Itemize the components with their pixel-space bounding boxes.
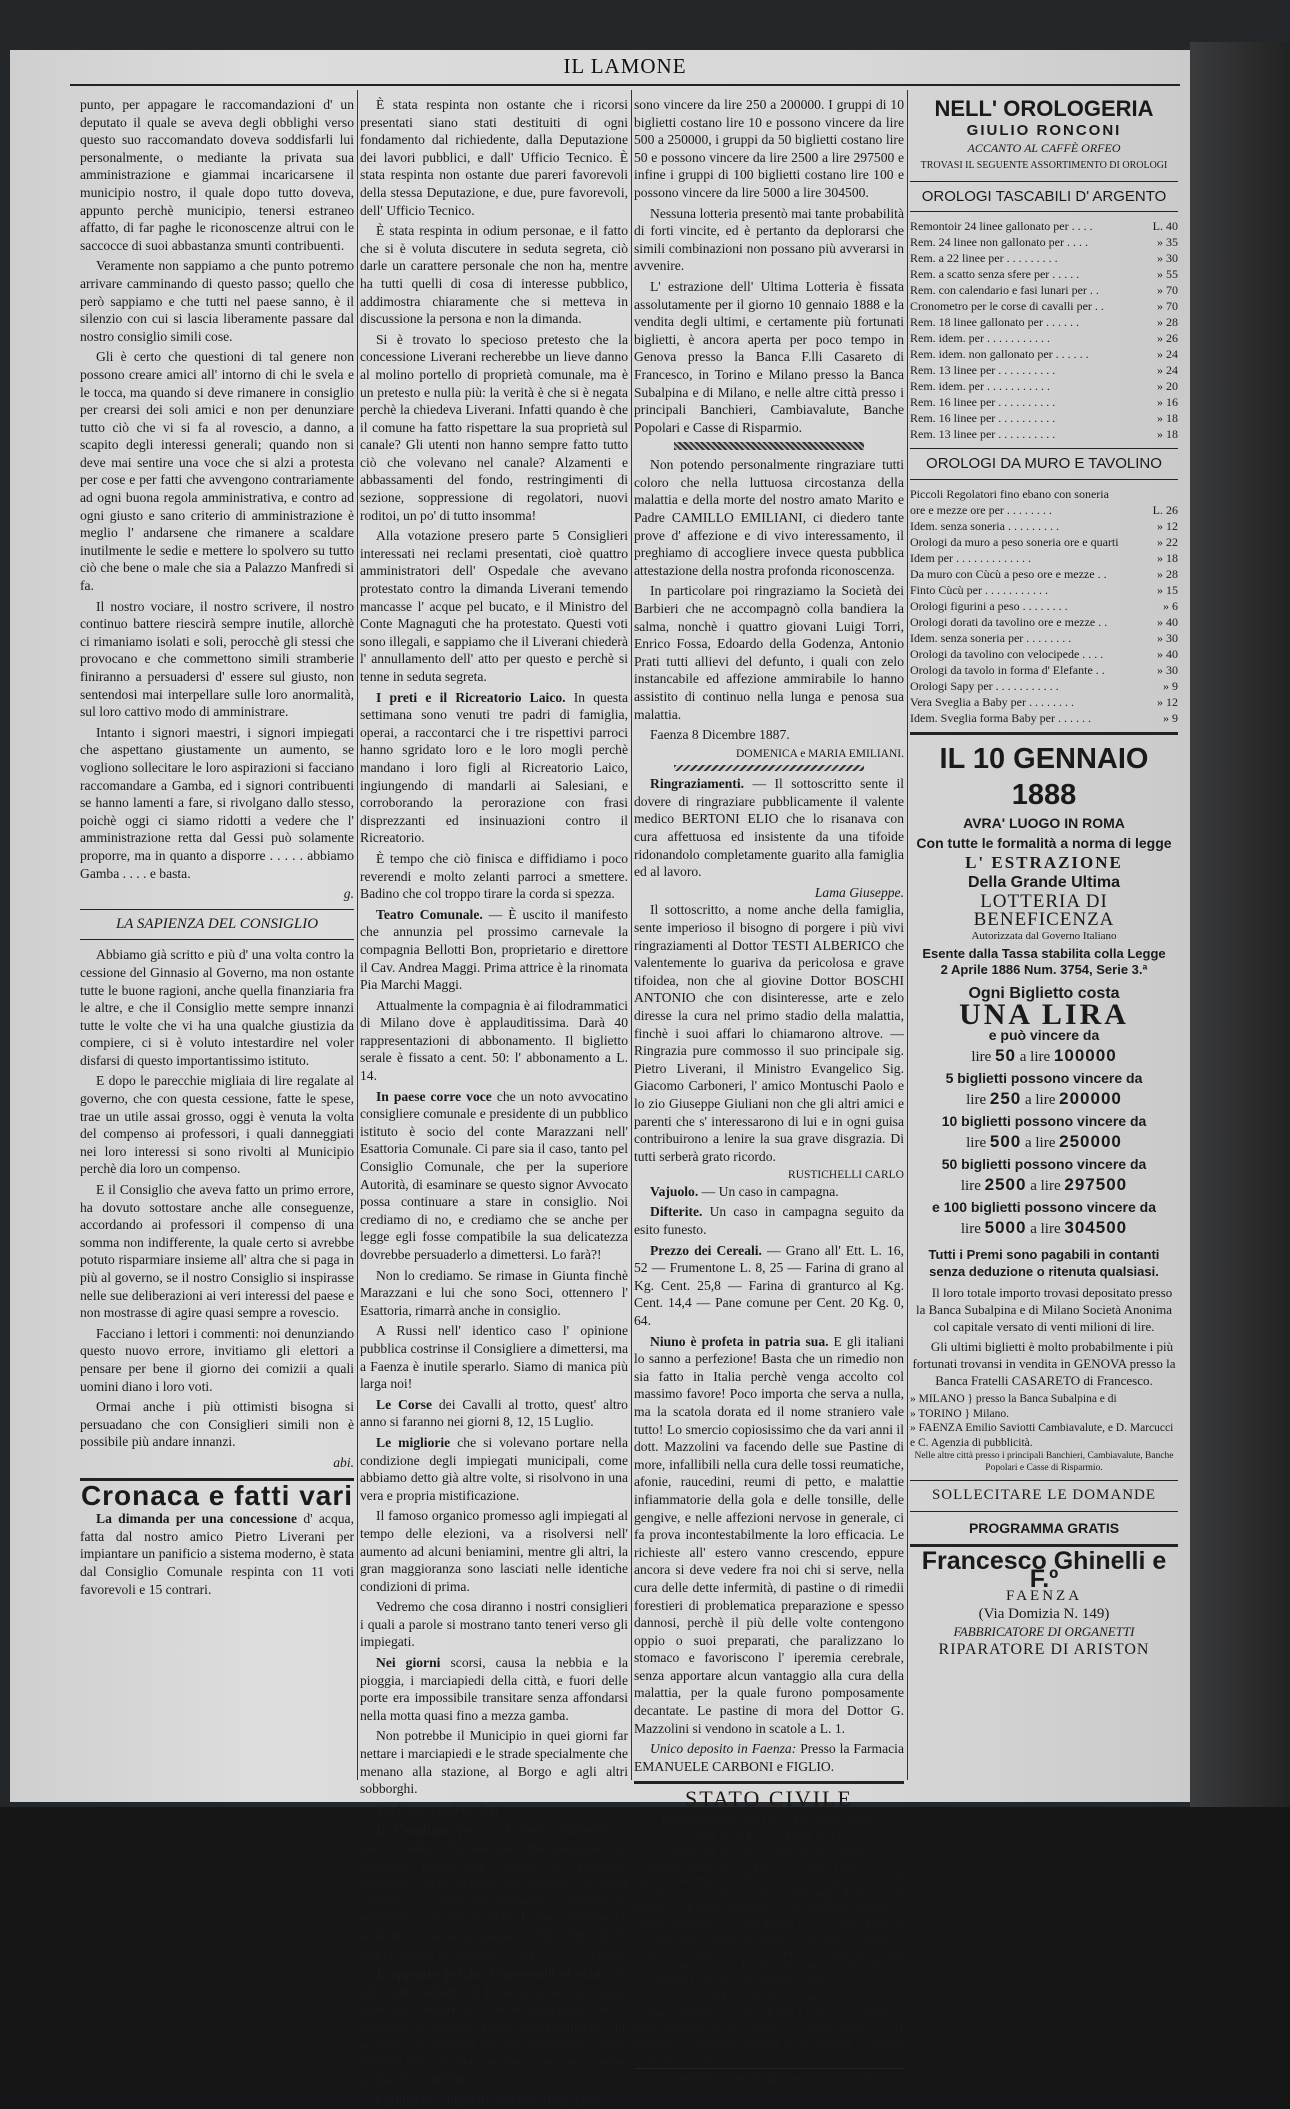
paragraph-text: che un noto avvocatino consigliere comunale e presidente di un pubblico istituto è socio del conte Marazzani nell' Esattoria Comunale. Ci pare sia il caso, tanto pel Consiglio Comunale, che per la superiore Autorità, di esaminare se questo signor Avvocato possa continuare a stare in consiglio. Noi crediamo di no, e crediamo che se anche per legge egli fosse compatibile la sua delicatezza dovrebbe persuaderlo a dimettersi. Lo farà?! [360,1088,629,1262]
run-in-head: I preti e il Ricreatorio Laico. [376,689,566,705]
prize-word: a lire [1030,1178,1061,1195]
prize-word: lire [960,1178,981,1195]
price-row [910,218,1178,234]
run-in-head: Niuno è profeta in patria sua. [650,1333,829,1349]
ad-line: AVRA' LUOGO IN ROMA [963,814,1125,831]
price-desc: Da muro con Cùcù a peso ore e mezze . . [910,566,1107,581]
price-desc: Rem. idem. per . . . . . . . . . . . [910,331,1050,346]
ad-line: Della Grande Ultima [967,873,1121,891]
price-desc: Rem. idem. per . . . . . . . . . . . [910,379,1050,394]
price-value: » 70 [1157,299,1178,314]
price-row [910,678,1178,694]
rule [910,1511,1178,1512]
ad-text: » TORINO } Milano. [910,1407,1010,1420]
price-desc: Rem. idem. non gallonato per . . . . . . [910,347,1089,362]
price-value: » 9 [1163,710,1178,725]
price-row [910,314,1178,330]
price-value: » 40 [1157,614,1178,629]
price-row [910,662,1178,678]
paragraph: Abbiamo già scritto e più d' una volta contro la cessione del Ginnasio al Governo, ma non ostante tutte le buone ragioni, anche quella finanziaria fra le altre, e che il Consiglio mette sempre innanzi tutte le volte che vi ha una qualche giustizia da compiere, ci si è voluto intestardire nel voler disfarsi di questo importantissimo istituto. [80,947,354,1068]
signature: g. [343,886,354,902]
price-desc: Idem. senza soneria per . . . . . . . . [910,630,1072,645]
prize-word: a lire [1024,1135,1056,1152]
column-2 [360,96,629,2108]
paragraph-text: — Grano all' Ett. L. 16, 52 — Frumentone L. 8, 25 — Farina di grano al Kg. Cent. 25,8 — Farina di granturco al Kg. Cent. 14,4 — Pane comune per Cent. 20 Kg. 0, 64. [634,1242,904,1328]
paragraph-text: scorsi, causa la nebbia e la pioggia, i marciapiedi della città, e fuori delle porte era impossibile transitare senza affondarsi nella motta quasi fino a mezza gamba. [360,1655,628,1723]
ad-line: 50 biglietti possono vincere da [941,1156,1147,1173]
ad-price: UNA LIRA [959,997,1129,1031]
run-in-head: Ringraziamenti. [650,776,745,792]
rule [634,1781,904,1784]
price-desc: Rem. 16 linee per . . . . . . . . . . [910,411,1056,426]
price-value: » 35 [1157,235,1178,250]
price-desc: Orologi da tavolino con velocipede . . . . [910,646,1104,661]
paragraph: Non potendo personalmente ringraziare tutti coloro che nella luttuosa circostanza della malattia e della morte del nostro amato Marito e Padre CAMILLO EMILIANI, ci diedero tante prove d' affezione e di vivo interessamento, il preghiamo di accogliere invece questa pubblica attestazione della nostra profonda riconoscenza. [634,457,904,578]
price-value: » 12 [1157,518,1178,533]
price-desc: Rem. 16 linee per . . . . . . . . . . [910,395,1056,410]
prize-line [910,1045,1178,1068]
price-desc: Remontoir 24 linee gallonato per . . . . [910,219,1093,234]
paragraph: Il nostro vociare, il nostro scrivere, il nostro continuo battere riescirà sempre inutile, allorchè ci rimaniamo isolati e soli, perocchè gli stessi che provocano e che commettono simili stramberie finiranno a persuadersi d' essere sul giusto, non sentendosi mai interpellare sulle loro anormalità, sul loro cattivo modo di amministrare. [80,598,354,720]
ad-line: Esente dalla Tassa stabilita colla Legge [922,945,1166,961]
paragraph-text: Presso la Farmacia EMANUELE CARBONI e FIGLIO. [634,1741,904,1774]
column-divider [631,90,632,1780]
price-desc: Orologi da tavolo in forma d' Elefante . . [910,662,1105,677]
editor-name: GIUSEPPE MASONI [657,2071,764,2086]
paragraph: E il Consiglio che aveva fatto un primo errore, ha dovuto sottostare anche alle conseguenze, accordando ai professori il compenso di una somma non indifferente, la quale certo si avrebbe potuto risparmiare insieme all' altra che si paga in più al governo, se il nostro Consiglio si inspirasse nelle sue deliberazioni ai veri interessi del paese e non mostrasse di agire quasi sempre a rovescio. [80,1182,354,1321]
price-desc: Rem. a scatto senza sfere per . . . . . [910,267,1080,282]
page-edge [1190,42,1290,1807]
ad-line: L' ESTRAZIONE [965,852,1123,872]
ad-line: Ogni Biglietto costa [968,984,1120,1002]
ad-line: LOTTERIA DI BENEFICENZA [973,890,1115,930]
price-value: » 26 [1157,331,1178,346]
run-in-head: Difterite. [650,1204,703,1220]
ad-line: Tutti i Premi sono pagabili in contanti senza deduzione o ritenuta qualsiasi. [928,1247,1160,1280]
ad-line: FAENZA [1005,1588,1083,1605]
prize-line [910,1131,1178,1154]
price-row [910,282,1178,298]
signature: RUSTICHELLI CARLO [788,1169,904,1182]
price-row [910,426,1178,442]
prize-line [910,1088,1178,1111]
paragraph-text: In questa settimana sono venuti tre padri di famiglia, operai, a raccontarci che i tre rispettivi parroci hanno sgridato loro e le loro mogli perchè mandano i loro figli al Ricreatorio Laico, ingiungendo di mandarli ai Salesiani, e corroborando la perorazione con frasi disprezzanti ed insinuazioni contro il Ricreatorio. [360,689,628,846]
price-value: » 18 [1157,550,1178,565]
paragraph-text: dei Cavalli al trotto, quest' altro anno si faranno nei giorni 8, 12, 15 Luglio. [360,1396,628,1430]
price-row [910,378,1178,394]
price-desc: Orologi Sapy per . . . . . . . . . . . [910,678,1059,693]
paragraph: Nessuna lotteria presentò mai tante probabilità di forti vincite, ed è pertanto da deplorarsi che simili combinazioni non possano più avverarsi in avvenire. [634,205,904,274]
marriages-list: Bassi Francesco a. 27 e Renzi Lucia a. 23 coloni. — Zoli Giovanni a. 23 caffett. e Campi Teresa a. 21 tessitrice. — Facchini Pasquale a. 35 muratore e Liverani Virginia a. 25 sartrice. [634,2007,904,2064]
paragraph: Attualmente la compagnia è ai filodrammatici di Milano dove è applauditissima. Darà 40 rappresentazioni di abbonamento. Il biglietto serale è fissato a cent. 50: l' abbonamento a L. 14. [360,997,628,1084]
paragraph: È stata respinta in odium personae, e il fatto che si è voluta discutere in seduta segreta, ciò darle un carattere personale che non ha, mentre ha tutti quelli di cosa di interesse pubblico, addimostra chiaramente che si metteva in discussione la persona e non la dimanda. [360,223,628,327]
price-value: » 55 [1157,267,1178,282]
prize-max: 200000 [1059,1089,1122,1109]
ad-line: FABBRICATORE DI ORGANETTI [953,1624,1135,1640]
run-in-head: La dimanda per una concessione [96,1511,298,1527]
price-row [910,486,1178,502]
deposit-label: Unico deposito in Faenza: [650,1741,797,1757]
rule [910,732,1178,735]
price-desc: Rem. 18 linee gallonato per . . . . . . [910,315,1079,330]
prize-line [910,1174,1178,1197]
rule [910,1480,1178,1481]
paragraph: Non potrebbe il Municipio in quei giorni far nettare i marciapiedi e le strade specialmente che menano alla stazione, al Borgo e agli altri sobborghi. [360,1728,628,1797]
prize-min: 5000 [984,1218,1027,1238]
prize-max: 250000 [1059,1132,1122,1152]
run-in-head: Le migliorie [376,1434,451,1450]
price-desc: Idem. senza soneria . . . . . . . . . [910,518,1059,533]
column-4-ads [910,96,1178,1785]
price-row [910,298,1178,314]
paragraph-text: che si volevano portare nella condizione degli impiegati municipali, come abbiamo detto già altre volte, si risolvono in una vera e propria mistificazione. [360,1434,628,1503]
prize-min: 250 [989,1089,1022,1109]
paragraph: Vogliamo credere di sì. [376,1801,502,1817]
paragraph: L' estrazione dell' Ultima Lotteria è fissata assolutamente per il giorno 10 gennaio 1888 e la vendita degli ultimi, e certamente più fortunati biglietti, è ancora aperta per poco tempo in Genova presso la Banca F.lli Casareto di Francesco, in Torino e Milano presso la Banca Subalpina e di Milano, e nelle altre città presso i principali Banchieri, Cambiavalute, Banche Popolari e Casse di Risparmio. [634,278,904,435]
price-row [910,550,1178,566]
prize-word: a lire [1024,1092,1056,1109]
prize-max: 304500 [1064,1218,1128,1238]
advertisement-orologeria [910,96,1178,726]
price-desc: Vera Sveglia a Baby per . . . . . . . . [910,694,1074,709]
prize-min: 500 [989,1132,1022,1152]
deaths-list: Babini Paolo a. 3 figlio — Cavina Paola a. 3 — Sagrini Giuseppe a. 69 calzolaio coniug. — Novelli Caterina a. 70 casalinga nub. — Bellenghi Angelo a. 77 sessale — Ugolini Domenico a. 57 facchino coniug. — Taroni Anna ore 1 — Zoli Emma g. 2 — Vichi Maria a. 80 casal ved. Silvestrini Maria a. 54 tessit. coniug. — Calderoni Giuditta m. 6 — Ancarani Rosa a. 78 già monaca pens. nub. — Leonardi Rosanna a. 69 casal ved. — Emiliani Camillo a. 48 barbiere coniug. [634,1859,904,1988]
ornament-rule [674,442,864,450]
paragraph: Si è trovato lo specioso pretesto che la concessione Liverani recherebbe un lieve danno al molino portello di proprietà comunale, ma è un pretesto e nulla più: la verità è che si è negata perchè la chiedeva Liverani. Infatti quando è che il comune ha fatto rispettare la sua proprietà sul canale? Gli utenti non hanno sempre fatto tutto ciò che volevano nel canale? Alzamenti e abbassamenti del fondo, restringimenti di sezione, soppressione di regolatori, nuovi roditoi, un po' di tutto insomma! [360,331,628,523]
price-row [910,502,1178,518]
rule [910,181,1178,182]
price-value: » 30 [1157,630,1178,645]
paragraph-text: che gli ultimi biglietti di Lotteria messi in vendita riportano sempre le vincite principali, che il pubblico si affolla, anche maggiormente, all' acquisto dei biglietti ancora disponibili, i quali costano una sola lira ciascuno e possono vincere da lire 50 a 100000. [360,1966,628,2087]
column-1 [80,96,354,1785]
price-value: » 16 [1157,395,1178,410]
price-desc: Orologi figurini a peso . . . . . . . . [910,598,1068,613]
ad-line: PROGRAMMA GRATIS [968,1519,1120,1536]
price-desc: Rem. con calendario e fasi lunari per . . [910,283,1099,298]
run-in-head: Teatro Comunale. [376,906,483,922]
ad-heading: NELL' OROLOGERIA [934,96,1154,121]
price-value: » 20 [1157,379,1178,394]
ad-line: Autorizzata dal Governo Italiano [971,930,1117,943]
editor-role: Redattore responsabile. [763,2071,881,2086]
price-value: » 30 [1157,662,1178,677]
price-desc: Rem. 13 linee per . . . . . . . . . . [910,427,1056,442]
price-value: » 70 [1157,283,1178,298]
paragraph-text: — Il sottoscritto sente il dovere di ringraziare pubblicamente il valente medico BERTONI ELIO che lo risanava con cura affettuosa ed insistente da una tifoide ridonandolo completamente guarito alla famiglia ed al lavoro. [634,776,904,880]
price-row [910,694,1178,710]
price-value: » 18 [1157,411,1178,426]
price-desc: Orologi da muro a peso soneria ore e quarti [910,534,1119,549]
price-value: » 24 [1157,347,1178,362]
paragraph: punto, per appagare le raccomandazioni d' un deputato il quale se aveva degli obblighi verso questo suo raccomandato doveva soddisfarli lui personalmente, o mediante la privata sua amministrazione e giammai incaricarsene il municipio nostro, il quale dopo tutto doveva, appunto perchè municipio, tenersi estraneo affatto, di far paghe le riconoscenze altrui con le saccocce di suoi abbastanza smunti contribuenti. [80,97,354,253]
rule [910,448,1178,449]
ad-line: Con tutte le formalità a norma di legge [916,834,1172,851]
ad-text: » MILANO } presso la Banca Subalpina e di [910,1393,1117,1406]
paragraph: Veramente non sappiamo a che punto potremo arrivare camminando di questo passo; quello che però sappiamo e che tutti nel paese sanno, è il silenzio con cui si lascia liberamente passare dal nostro consiglio simili cose. [80,258,354,344]
signature: DOMENICA e MARIA EMILIANI. [735,747,904,760]
column-3 [634,96,904,2086]
paragraph: Alla votazione presero parte 5 Consiglieri interessati nei reclami presentati, cioè quattro amministratori dell' Ospedale che avevano protestato contro la dimanda Liverani temendo mancasse l' acque pel bucato, e il Ministro del Conte Magnaguti che ha protestato. Questi voti sono illegali, e sappiamo che il Liverani chiederà l' annullamento dell' atto per questo e perchè si tenne in seduta segreta. [360,528,628,684]
run-in-head: Le Corse [376,1396,432,1412]
ad-line: SOLLECITARE LE DOMANDE [931,1487,1157,1504]
column-divider [357,90,358,1780]
ad-text: Nelle altre città presso i principali Banchieri, Cambiavalute, Banche Popolari e Casse di Risparmio. [914,1451,1174,1474]
rule [80,909,354,910]
prize-word: a lire [1019,1049,1051,1066]
paragraph: È stata respinta non ostante che i ricorsi presentati siano stati destituiti di ogni fondamento dal richiedente, dalla Deputazione dei lavori pubblici, e dall' Ufficio Tecnico. È stata respinta non ostante due pareri favorevoli della stessa Deputazione, e due, pure favorevoli, dell' Ufficio Tecnico. [360,97,628,218]
ad-line: 5 biglietti possono vincere da [945,1070,1143,1087]
paragraph: E dopo le parecchie migliaia di lire regalate al governo, che con questa cessione, fatte le spese, trae un utile assai grosso, oggi è venuta la volta del compenso ai professori, i quali danneggiati nei loro interessi si sono rivolti al Municipio perchè dia loro un compenso. [80,1073,354,1177]
header-rule [70,84,1180,86]
price-row [910,362,1178,378]
paragraph-text: E gli italiani lo sanno a perfezione! Basta che un rimedio non sia fatto in Italia perchè venga accolto col massimo favore! Poco importa che serva a nulla, ma la scatola dorata ed il nome straniero vale tutto! Lo smercio copiosissimo che da vari anni il dott. Mazzolini va facendo delle sue Pastine di more, infallibili nella cura delle tossi reumatiche, afonie, raucedini, reumi di petto, e malattie infiammatorie della gola e delle tonsille, delle gengive, e nelle affezioni nervose in generale, ci fa prova incontestabilmente la loro efficacia. Le richieste all' estero vanno crescendo, eppure ancora si deve vedere fra noi chi si serve, nella cura delle dette infermità, di pastine o di rimedii forestieri di problematica preparazione e spesso dannosi, perchè il più delle volte contengono oppio o suoi preparati, che paralizzano lo stomaco e favoriscono l' iperemia cerebrale, senza apportare alcun vantaggio alla cura della malattia, per la quale furono pomposamente decantate. Le pastine di mora del Dottor G. Mazzolini si vendono in scatole a L. 1. [634,1333,904,1736]
paragraph: I gruppi di 5 biglietti costano 5 lire, e pos- [376,2092,606,2108]
price-value: » 28 [1157,566,1178,581]
price-value: L. 40 [1152,219,1178,234]
price-row [910,346,1178,362]
paragraph: In particolare poi ringraziamo la Società dei Barbieri che ne accompagnò colla bandiera la salma, nonchè i quattro giovani Luigi Torri, Enrico Fossa, Edoardo della Godenza, Antonio Prati tutti allievi del defunto, i quali con zelo instancabile ed affezione ammirabile lo hanno assistito di continuo nella lunga e penosa sua malattia. [634,583,904,722]
paragraph: Il sottoscritto, a nome anche della famiglia, sente imperioso il bisogno di porgere i più vivi ringraziamenti al Dottor TESTI ALBERICO che valentemente lo guariva da pericolosa e grave tifoidea, non che al giovine Dottor BOSCHI ANTONIO che con disinteresse, arte e zelo diresse la cura nel primo stadio della malattia, finchè i suoi affari lo chiamarono altrove. — Ringrazia pure commosso il suo principale sig. Pietro Liverani, il Ministro Evangelico Sig. Giacomo Carboneri, l' amico Montuschi Paolo e lo zio Giuseppe Giuliani non che gli altri amici e parenti che s' interessarono di lui e in ogni guisa contribuirono a lenire la sua grave disgrazia. Di tutti serberà grato ricordo. [634,902,904,1164]
price-value: » 30 [1157,251,1178,266]
price-desc: Piccoli Regolatori fino ebano con soneria [910,486,1109,501]
price-row [910,614,1178,630]
paragraph-text: d' acqua, fatta dal nostro amico Pietro Liverani per impiantare un panificio a sistema moderno, è stata dal Consiglio Comunale respinta con 11 voti favorevoli e 15 contrari. [80,1511,354,1597]
paragraph: Ormai anche i più ottimisti bisogna si persuadano che con Consiglieri simili non è possibile più andare innanzi. [80,1399,354,1450]
prize-word: lire [960,1221,981,1238]
ornament-rule [674,765,864,771]
ad-category: OROLOGI DA MURO E TAVOLINO [926,455,1162,473]
price-value: » 22 [1157,534,1178,549]
paragraph: A Russi nell' identico caso l' opinione pubblica costrinse il Consigliere a dimettersi, ma a Faenza è inutile sperarlo. Siamo di manica più larga noi! [360,1323,628,1392]
paragraph-text: — È uscito il manifesto che annunzia pel prossimo carnevale la compagnia Bellotti Bon, proprietario e direttore il Cav. Andrea Maggi. Prima attrice è la rinomata Pia Marchi Maggi. [360,906,628,993]
signature: abi. [333,1454,354,1470]
masthead [70,50,1180,86]
price-row [910,518,1178,534]
cronaca-heading: Cronaca e fatti vari [80,1479,354,1511]
ad-heading: Francesco Ghinelli e F.º [921,1546,1167,1593]
price-desc: Orologi dorati da tavolino ore e mezze . . [910,614,1108,629]
ad-subheading: GIULIO RONCONI [966,122,1122,139]
price-row [910,330,1178,346]
ad-category: OROLOGI TASCABILI D' ARGENTO [921,187,1167,205]
prize-line [910,1217,1178,1240]
ad-text: » FAENZA Emilio Saviotti Cambiavalute, e D. Marcucci e C. Agenzia di pubblicità. [910,1422,1174,1449]
ad-line: RIPARATORE DI ARISTON [938,1640,1150,1658]
ad-line: e 100 biglietti possono vincere da [931,1199,1157,1216]
ad-text: Il loro totale importo trovasi depositato presso la Banca Subalpina e di Milano Società Anonima col capitale versato di venti milioni di lire. [916,1285,1173,1335]
run-in-head: Il Comitato [376,1822,449,1838]
paragraph: Gli è certo che questioni di tal genere non possono creare amici all' intorno di chi le svela e le tocca, ma quando si deve rimanere in consiglio per crearsi dei soli amici e non per denunziare tutto ciò che vi si fa al rovescio, a danno, a scapito degli interessi generali; quando non si deve mai sentire una voce che si alzi a protesta per cose e per fatti che avvengono contrariamente ad ogni buona regola amministrativa, e contro ad ogni giusto e sano criterio di amministrazione è meglio l' andarsene che rimanere a scaldare inutilmente le sedie e mettere lo spolvero su tutto ciò che bene o male che sia a Palazzo Manfredi si fa. [80,349,354,594]
paragraph: Vedremo che cosa diranno i nostri consiglieri i quali a parole si mostrano tanto teneri verso gli impiegati. [360,1599,628,1650]
ad-line: e può vincere da [988,1027,1100,1044]
section-title: LA SAPIENZA DEL CONSIGLIO [115,915,319,932]
deaths-line: Morti. M. 6. F. 8. — Totale N. 14, e sono: [673,1845,865,1858]
price-desc: Rem. a 22 linee per . . . . . . . . . [910,251,1058,266]
price-value: » 24 [1157,363,1178,378]
price-row [910,250,1178,266]
ad-text: Gli ultimi biglietti è molto probabilmente i più fortunati trovansi in vendita in GENOVA presso la Banca Fratelli CASARETO di Francesco. [912,1339,1176,1389]
price-value: » 9 [1163,678,1178,693]
paragraph: Facciano i lettori i commenti: noi denunziando questo nuovo errore, invitiamo gli elettori a pensare per bene il giorno dei comizii a quali uomini diano i loro voti. [80,1325,354,1394]
price-desc: Cronometro per le corse di cavalli per . . [910,299,1104,314]
column-divider [907,90,908,1780]
advertisement-ghinelli [910,1546,1178,1659]
price-desc: ore e mezze ore per . . . . . . . . [910,502,1052,517]
ad-line: 10 biglietti possono vincere da [941,1113,1147,1130]
run-in-head: Nei giorni [376,1655,441,1671]
price-value: » 6 [1163,598,1178,613]
price-list [910,486,1178,726]
ad-note: TROVASI IL SEGUENTE ASSORTIMENTO DI OROLOGI [920,160,1168,172]
rule [80,939,354,940]
prize-max: 100000 [1053,1046,1117,1066]
price-row [910,582,1178,598]
prize-word: lire [966,1135,987,1152]
price-row [910,598,1178,614]
footer-line [634,2068,904,2089]
price-desc: Finto Cùcù per . . . . . . . . . . . [910,582,1048,597]
paragraph: Non lo crediamo. Se rimase in Giunta finchè Marazzani e lui che sono Soci, ottennero l' Esattoria, rimarrà anche in consiglio. [360,1267,628,1318]
rule [910,211,1178,212]
ad-line: 2 Aprile 1886 Num. 3754, Serie 3.ª [940,961,1148,977]
ad-address: ACCANTO AL CAFFÈ ORFEO [967,140,1121,155]
marriages-line: Matrimoni N. 3 e sono: [715,1993,823,2006]
price-value: » 15 [1157,582,1178,597]
paragraph: Intanto i signori maestri, i signori impiegati che aspettano giustamente un aumento, se vogliono sollecitare le loro aspirazioni si facciano raccomandare a Gamba, ed i signori contribuenti se hanno lamenti a fare, si rivolgano dallo stesso, poichè oggi ci siamo ridotti a vedere che l' amministrazione retta dal Gessi può solamente proporre, ma in quanto a disporre . . . . . abbiamo Gamba . . . . e basta. [80,724,354,881]
newspaper-title: IL LAMONE [563,54,687,78]
run-in-head: In paese corre voce [376,1088,492,1104]
price-row [910,566,1178,582]
price-row [910,394,1178,410]
births-line: Nati. M. 6. F. 7. — Totale N. 13. [694,1830,844,1843]
price-desc: Rem. 24 linee non gallonato per . . . . [910,235,1088,250]
price-value: » 40 [1157,646,1178,661]
prize-min: 2500 [984,1175,1027,1195]
price-desc: Idem. Sveglia forma Baby per . . . . . . [910,710,1091,725]
price-row [910,630,1178,646]
price-desc: Idem per . . . . . . . . . . . . . [910,550,1031,565]
paragraph-text: per la Lotteria Nazionale a favore della Esposizione Internazionale di Bologna, invita tutti coloro che volessero occuparsi della vendita dei biglietti di detta Lotteria a volere far domanda corredata di referenze al Comitato della Lotteria Nazionale, sedente in Genova, presso i Flli CROCE fu Mario, piazza S. Giorgio N. 32 p. 1.° — Genova. [360,1822,628,1961]
prize-word: lire [966,1092,987,1109]
subheading: Denuncie fatte dal 1 al 7 Dicembre 1887. [661,1813,877,1829]
ad-line: (Via Domizia N. 149) [978,1605,1110,1622]
paragraph-text: — Un caso in campagna. [698,1183,839,1199]
ad-big-date: IL 10 GENNAIO 1888 [939,742,1149,811]
price-value: L. 26 [1152,502,1178,517]
run-in-head: Prezzo dei Cereali. [650,1242,762,1258]
advertisement-lotteria [910,741,1178,1538]
price-row [910,234,1178,250]
signature: Lama Giuseppe. [814,884,904,900]
price-value: » 12 [1157,694,1178,709]
price-row [910,410,1178,426]
price-value: » 18 [1157,427,1178,442]
stato-civile-heading: STATO CIVILE [685,1786,853,1812]
price-desc: Rem. 13 linee per . . . . . . . . . . [910,363,1056,378]
price-row [910,266,1178,282]
paragraph-text: Un caso in campagna seguito da esito funesto. [634,1204,904,1238]
run-in-head: È appunto perchè è noto urbi et orbi, [376,1966,604,1982]
prize-word: lire [971,1049,992,1066]
paragraph: Il famoso organico promesso agli impiegati al tempo delle elezioni, va a risolversi nell' aumento ad alcuni beniamini, mentre gli altri, la gran maggioranza sono lasciati nelle identiche condizioni di prima. [360,1508,628,1594]
price-row [910,534,1178,550]
run-in-head: Vajuolo. [650,1183,699,1199]
prize-word: a lire [1030,1221,1061,1238]
dateline: Faenza 8 Dicembre 1887. [650,727,790,743]
price-row [910,710,1178,726]
prize-min: 50 [995,1046,1017,1066]
paragraph: sono vincere da lire 250 a 200000. I gruppi di 10 biglietti costano lire 10 e possono vincere da lire 500 a 250000, i gruppi da 50 biglietti costano lire 50 e possono vincere da lire 2500 a lire 297500 e infine i gruppi di 100 biglietti costano lire 100 e possono vincere da lire 5000 a lire 304500. [634,97,904,200]
prize-max: 297500 [1064,1175,1128,1195]
price-row [910,646,1178,662]
rule [910,479,1178,480]
price-value: » 28 [1157,315,1178,330]
paragraph: È tempo che ciò finisca e diffidiamo i poco reverendi e molto zelanti parroci a smettere. Badino che col troppo tirare la corda si spezza. [360,850,628,902]
price-list [910,218,1178,442]
